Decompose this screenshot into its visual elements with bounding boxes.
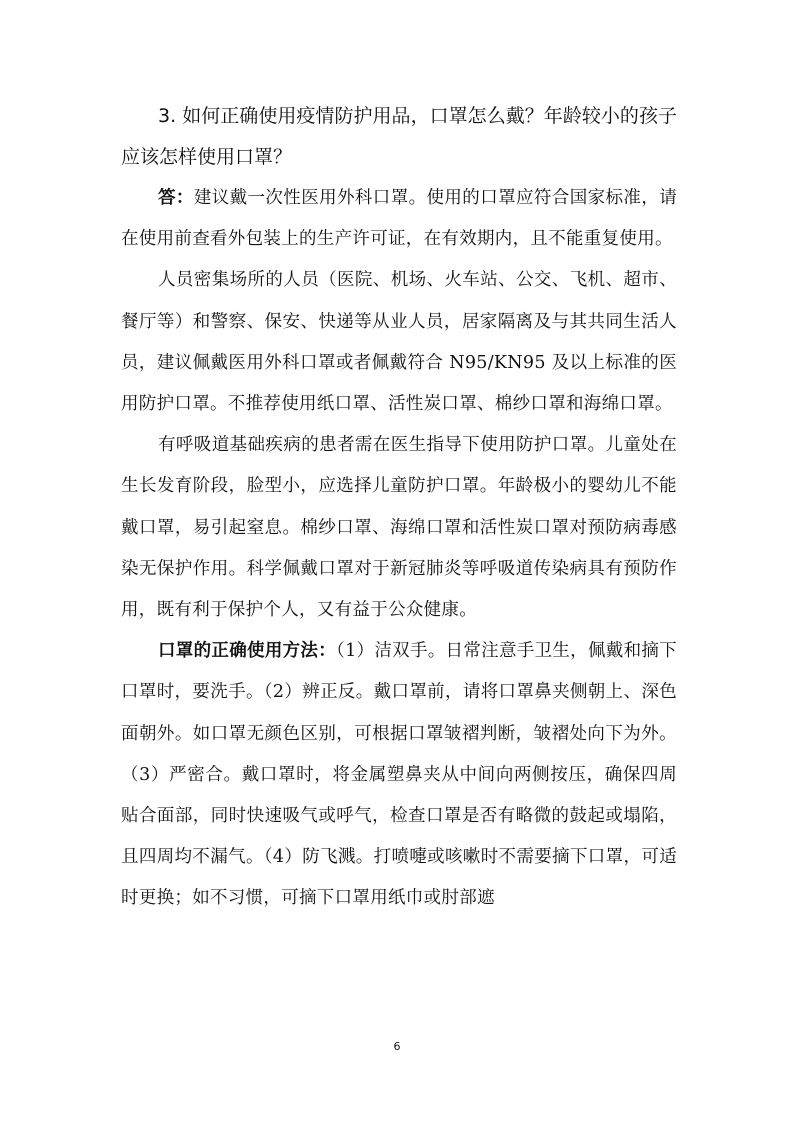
question-heading: 3. 如何正确使用疫情防护用品，口罩怎么戴？年龄较小的孩子应该怎样使用口罩？ [121, 105, 677, 168]
answer-label: 答： [158, 188, 194, 208]
crowded-places-text: 人员密集场所的人员（医院、机场、火车站、公交、飞机、超市、餐厅等）和警察、保安、快递等从业人员，居家隔离及与其共同生活人员，建议佩戴医用外科口罩或者佩戴符合 N95/KN95 及以上标准的医用防护口罩。不推荐使用纸口罩、活性炭口罩、棉纱口罩和海绵口罩。 [121, 270, 677, 415]
usage-method-paragraph [121, 631, 677, 919]
crowded-places-paragraph [121, 260, 677, 425]
usage-method-text: （1）洁双手。日常注意手卫生，佩戴和摘下口罩时，要洗手。（2）辨正反。戴口罩前，请将口罩鼻夹侧朝上、深色面朝外。如口罩无颜色区别，可根据口罩皱褶判断，皱褶处向下为外。（3）严密合。戴口罩时，将金属塑鼻夹从中间向两侧按压，确保四周贴合面部，同时快速吸气或呼气，检查口罩是否有略微的鼓起或塌陷，且四周均不漏气。（4）防飞溅。打喷嚏或咳嗽时不需要摘下口罩，可适时更换；如不习惯，可摘下口罩用纸巾或肘部遮 [121, 641, 678, 909]
children-text: 有呼吸道基础疾病的患者需在医生指导下使用防护口罩。儿童处在生长发育阶段，脸型小，应选择儿童防护口罩。年龄极小的婴幼儿不能戴口罩，易引起窒息。棉纱口罩、海绵口罩和活性炭口罩对预防病毒感染无保护作用。科学佩戴口罩对于新冠肺炎等呼吸道传染病具有预防作用，既有利于保护个人，又有益于公众健康。 [121, 435, 677, 621]
answer-paragraph [121, 178, 677, 260]
usage-method-label: 口罩的正确使用方法： [158, 641, 337, 662]
answer-text: 建议戴一次性医用外科口罩。使用的口罩应符合国家标准，请在使用前查看外包装上的生产许可证，在有效期内，且不能重复使用。 [121, 188, 677, 250]
page-number: 6 [393, 1040, 401, 1053]
page-content [121, 96, 677, 920]
children-paragraph [121, 425, 677, 631]
